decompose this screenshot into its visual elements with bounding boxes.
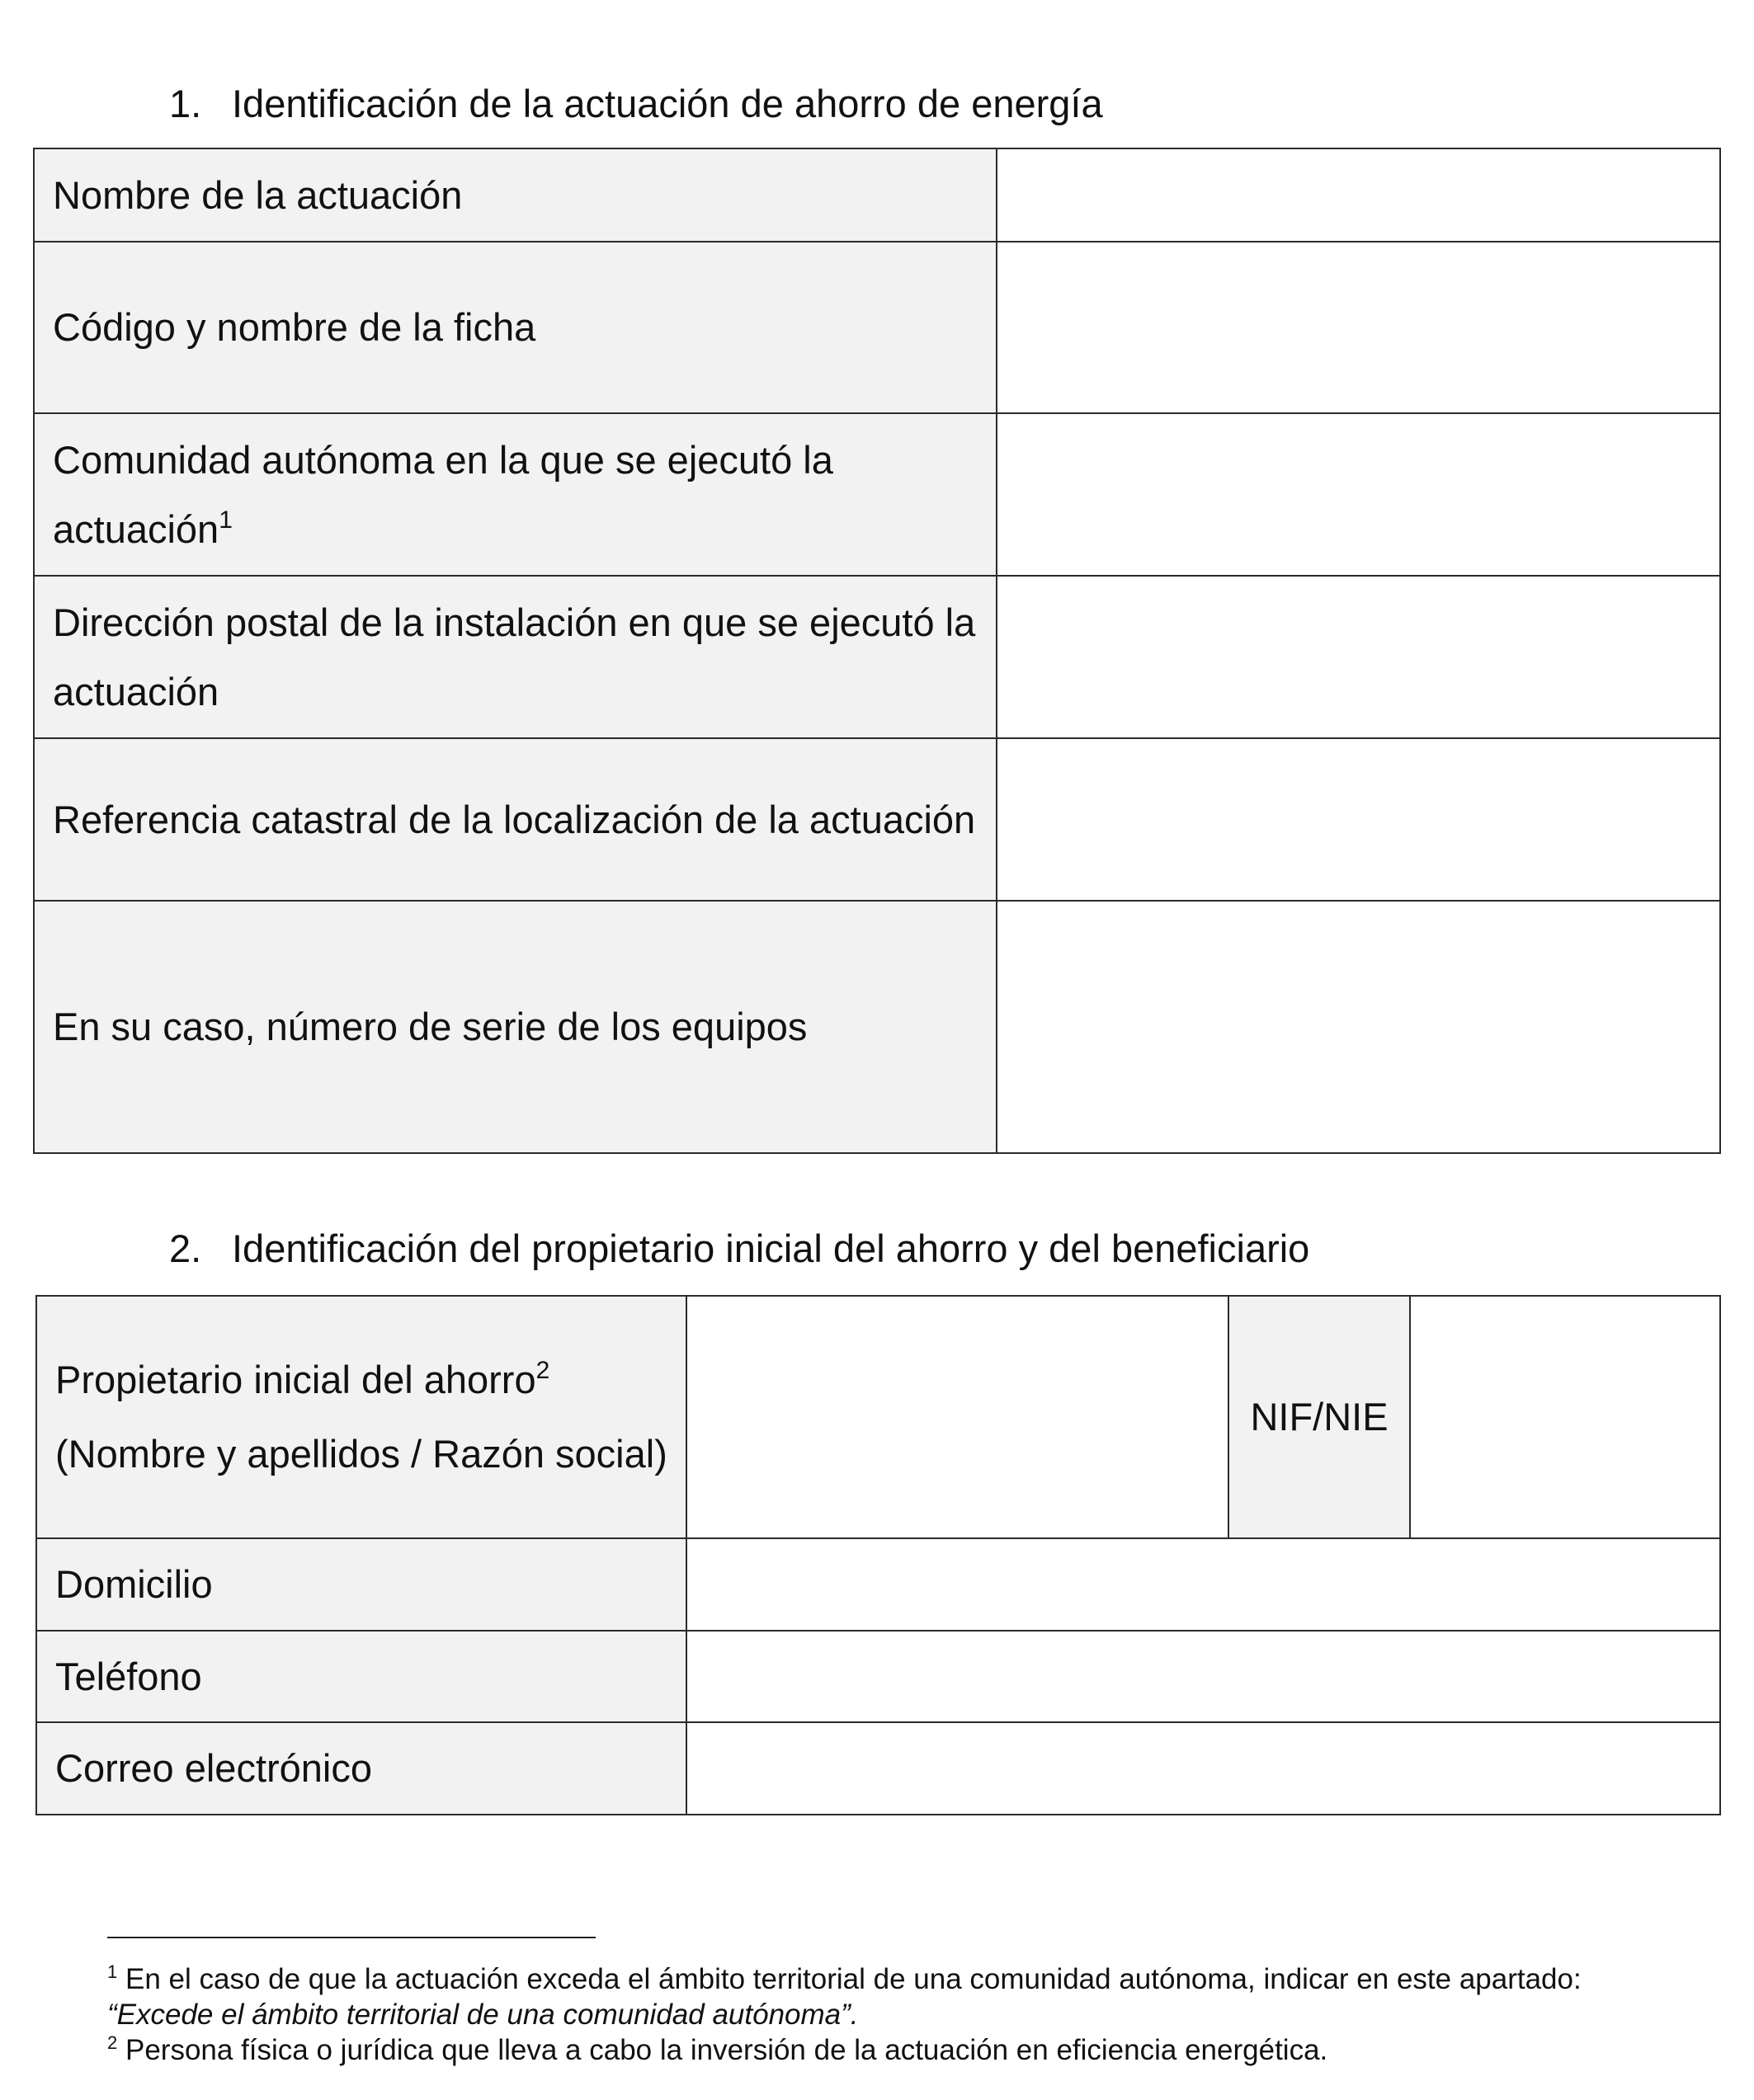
field-label: Nombre de la actuación xyxy=(34,148,997,242)
table-row xyxy=(34,148,1720,242)
nombre-actuacion-input[interactable] xyxy=(997,148,1720,242)
section-1-title: Identificación de la actuación de ahorro de energía xyxy=(232,82,1103,125)
table-row xyxy=(34,738,1720,901)
table-row xyxy=(36,1722,1720,1815)
footnote-1 xyxy=(107,1961,1675,2032)
field-label-text: Comunidad autónoma en la que se ejecutó la actuación xyxy=(53,437,833,551)
field-label xyxy=(36,1296,686,1538)
field-label xyxy=(34,413,997,576)
field-label: En su caso, número de serie de los equipos xyxy=(34,901,997,1153)
section-1-number: 1. xyxy=(169,82,202,125)
table-row xyxy=(34,242,1720,413)
telefono-input[interactable] xyxy=(686,1631,1720,1722)
footnote-ref-2[interactable]: 2 xyxy=(535,1357,550,1384)
numero-serie-input[interactable] xyxy=(997,901,1720,1153)
referencia-catastral-input[interactable] xyxy=(997,738,1720,901)
field-label: Domicilio xyxy=(36,1538,686,1631)
table-row xyxy=(36,1631,1720,1722)
table-row xyxy=(34,576,1720,738)
section-2-heading xyxy=(169,1229,1309,1268)
table-row xyxy=(34,901,1720,1153)
footnote-separator xyxy=(107,1937,596,1938)
correo-input[interactable] xyxy=(686,1722,1720,1815)
nif-label: NIF/NIE xyxy=(1228,1296,1410,1538)
section-1-heading xyxy=(169,84,1103,123)
footnote-2-mark: 2 xyxy=(107,2032,118,2053)
footnote-1-text: En el caso de que la actuación exceda el ámbito territorial de una comunidad autónoma, indicar en este apartado: xyxy=(125,1963,1582,1995)
field-label: Código y nombre de la ficha xyxy=(34,242,997,413)
table-row xyxy=(36,1296,1720,1538)
owner-label: Propietario inicial del ahorro xyxy=(55,1358,536,1401)
section-1-table xyxy=(33,148,1721,1154)
footnote-ref-1[interactable]: 1 xyxy=(219,506,233,534)
section-2-table xyxy=(35,1295,1721,1815)
comunidad-autonoma-input[interactable] xyxy=(997,413,1720,576)
direccion-postal-input[interactable] xyxy=(997,576,1720,738)
domicilio-input[interactable] xyxy=(686,1538,1720,1631)
field-label: Dirección postal de la instalación en que se ejecutó la actuación xyxy=(34,576,997,738)
footnote-2 xyxy=(107,2032,1675,2068)
table-row xyxy=(36,1538,1720,1631)
footnote-1-mark: 1 xyxy=(107,1961,118,1982)
table-row xyxy=(34,413,1720,576)
codigo-ficha-input[interactable] xyxy=(997,242,1720,413)
section-2-number: 2. xyxy=(169,1227,202,1270)
footnote-2-text: Persona física o jurídica que lleva a cabo la inversión de la actuación en eficiencia energética. xyxy=(125,2034,1328,2066)
owner-label-sub: (Nombre y apellidos / Razón social) xyxy=(55,1432,667,1476)
section-2-title: Identificación del propietario inicial del ahorro y del beneficiario xyxy=(232,1227,1310,1270)
footnote-1-italic: “Excede el ámbito territorial de una comunidad autónoma”. xyxy=(107,1999,859,2031)
field-label: Correo electrónico xyxy=(36,1722,686,1815)
footnotes xyxy=(107,1961,1675,2068)
propietario-input[interactable] xyxy=(686,1296,1228,1538)
field-label: Teléfono xyxy=(36,1631,686,1722)
nif-input[interactable] xyxy=(1410,1296,1720,1538)
field-label: Referencia catastral de la localización de la actuación xyxy=(34,738,997,901)
